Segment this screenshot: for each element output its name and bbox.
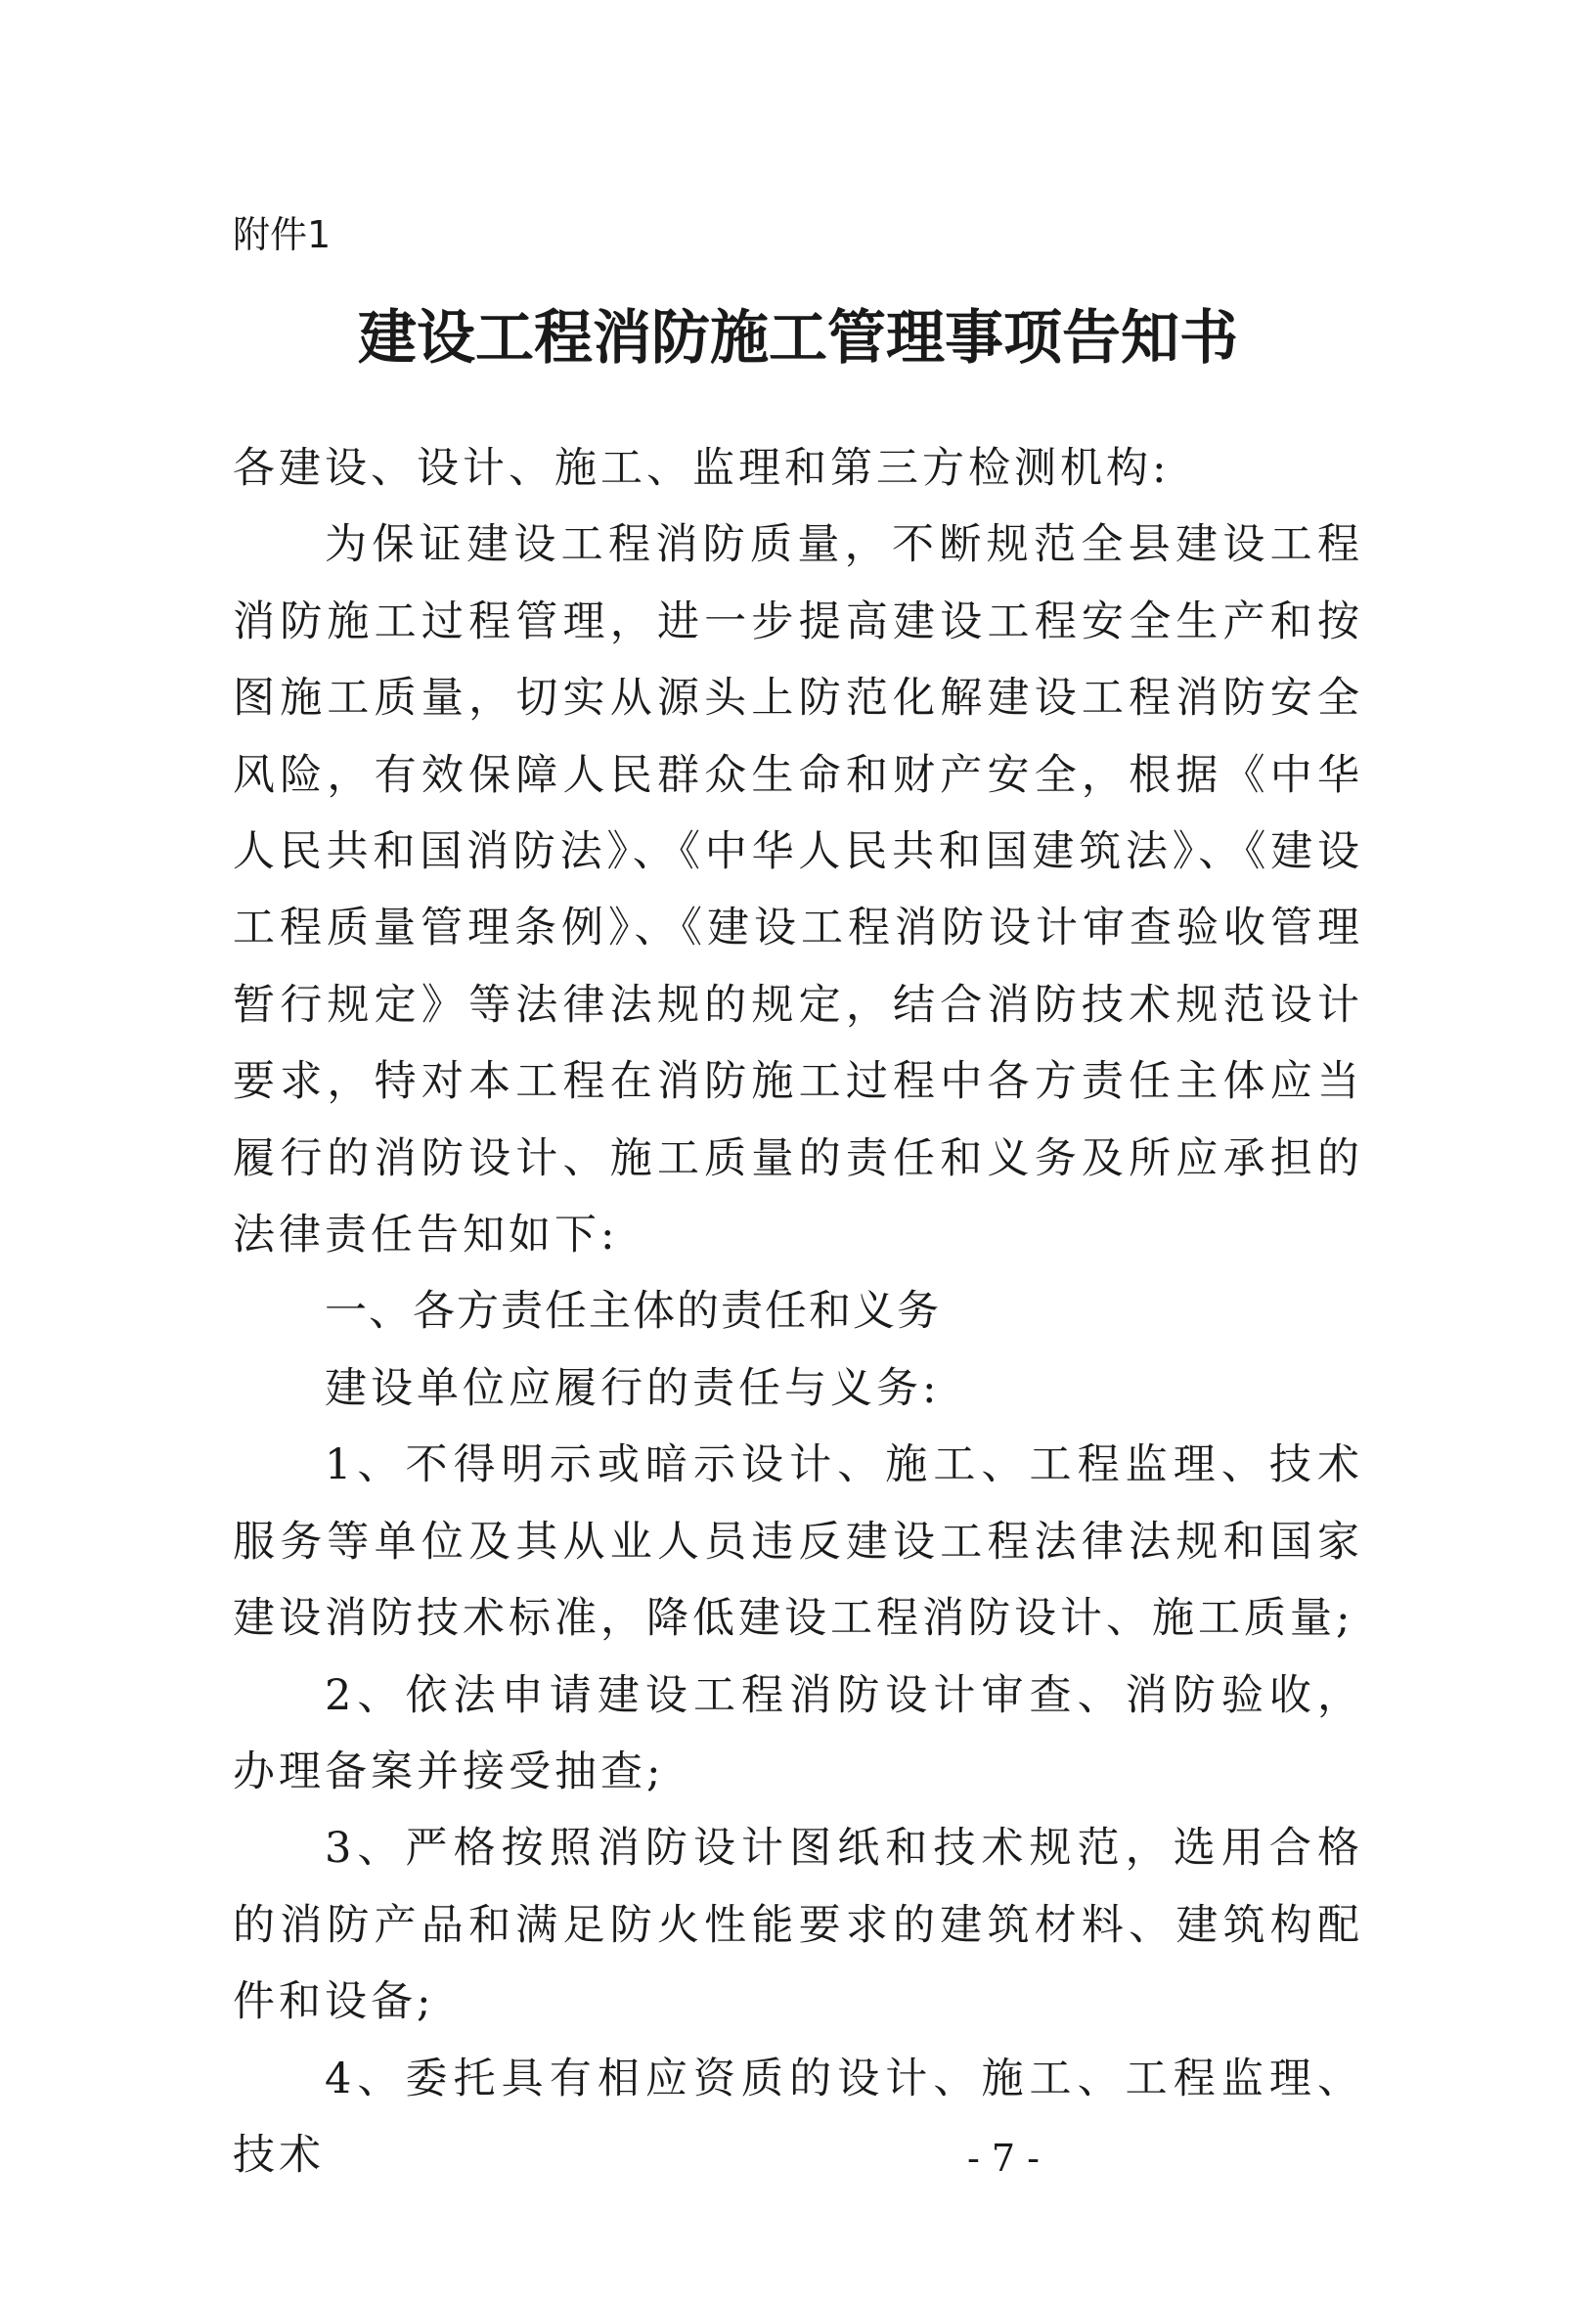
subheading: 建设单位应履行的责任与义务: — [325, 1363, 941, 1413]
page-number: - 7 - — [966, 2137, 1040, 2180]
document-title: 建设工程消防施工管理事项告知书 — [358, 304, 1238, 373]
list-item: 4、委托具有相应资质的设计、施工、工程监理、技术 — [233, 2054, 1363, 2180]
document-body — [233, 430, 1363, 2193]
attachment-label: 附件1 — [233, 213, 332, 256]
list-item: 3、严格按照消防设计图纸和技术规范，选用合格的消防产品和满足防火性能要求的建筑材料、建筑构配件和设备; — [233, 1824, 1363, 2027]
list-item: 1、不得明示或暗示设计、施工、工程监理、技术服务等单位及其从业人员违反建设工程法律法规和国家建设消防技术标准，降低建设工程消防设计、施工质量; — [233, 1440, 1363, 1644]
list-item: 2、依法申请建设工程消防设计审查、消防验收，办理备案并接受抽查; — [233, 1670, 1363, 1796]
section-heading: 一、各方责任主体的责任和义务 — [325, 1287, 941, 1337]
salutation: 各建设、设计、施工、监理和第三方检测机构: — [233, 444, 1171, 493]
intro-paragraph: 为保证建设工程消防质量，不断规范全县建设工程消防施工过程管理，进一步提高建设工程安全生产和按图施工质量，切实从源头上防范化解建设工程消防安全风险，有效保障人民群众生命和财产安全，根据《中华人民共和国消防法》、《中华人民共和国建筑法》、《建设工程质量管理条例》、《建设工程消防设计审查验收管理暂行规定》等法律法规的规定，结合消防技术规范设计要求，特对本工程在消防施工过程中各方责任主体应当履行的消防设计、施工质量的责任和义务及所应承担的法律责任告知如下: — [233, 520, 1363, 1261]
